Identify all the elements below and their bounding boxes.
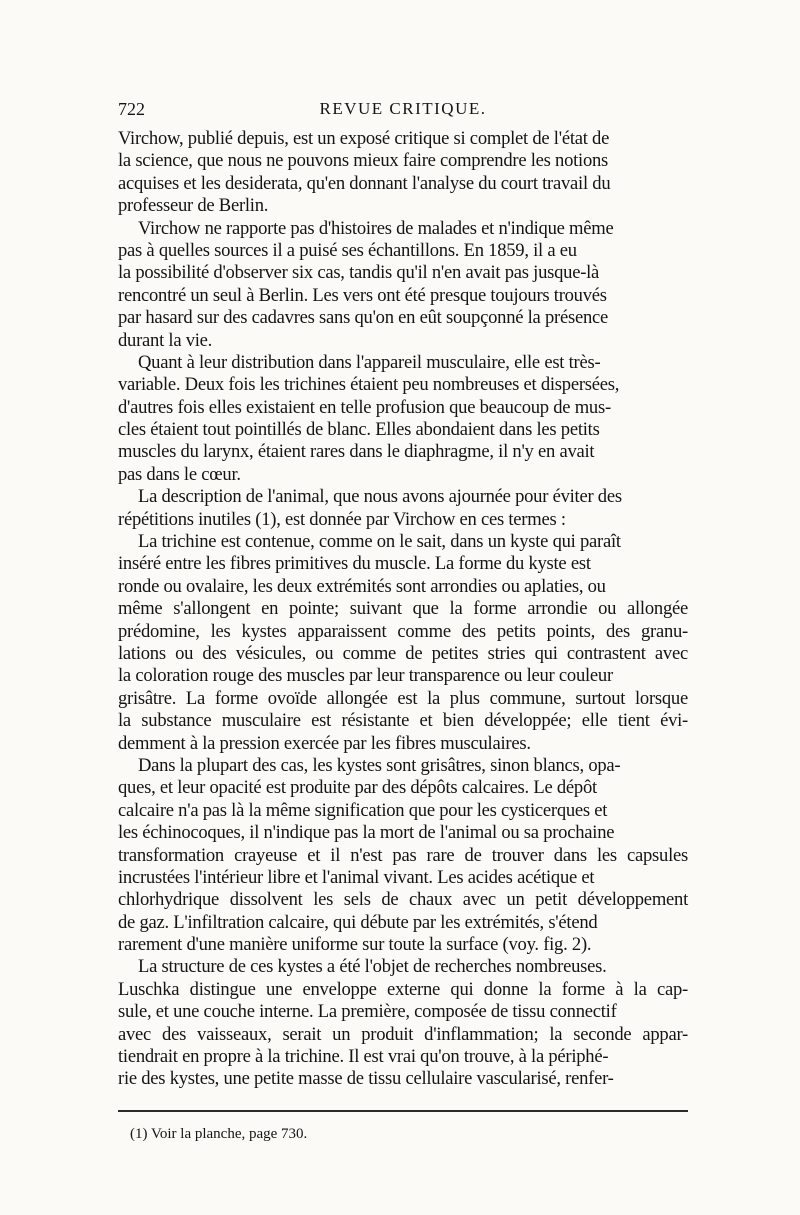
page-header bbox=[118, 99, 688, 125]
body-text bbox=[118, 128, 688, 1091]
text-line: la possibilité d'observer six cas, tandis qu'il n'en avait pas jusque-là bbox=[118, 262, 600, 284]
text-line: Dans la plupart des cas, les kystes sont grisâtres, sinon blancs, opa- bbox=[138, 754, 621, 776]
text-line: Luschka distingue une enveloppe externe qui donne la forme à la cap- bbox=[118, 978, 688, 1000]
text-line: pas dans le cœur. bbox=[118, 463, 241, 485]
text-line: ronde ou ovalaire, les deux extrémités sont arrondies ou aplaties, ou bbox=[118, 575, 606, 597]
text-line: calcaire n'a pas là la même signification que pour les cysticerques et bbox=[118, 799, 608, 821]
running-title: REVUE CRITIQUE. bbox=[319, 99, 487, 118]
text-line: la science, que nous ne pouvons mieux faire comprendre les notions bbox=[118, 150, 609, 172]
footnote-rule bbox=[118, 1110, 688, 1112]
text-line: variable. Deux fois les trichines étaient peu nombreuses et dispersées, bbox=[118, 374, 620, 396]
text-line: rie des kystes, une petite masse de tissu cellulaire vascularisé, renfer- bbox=[118, 1068, 614, 1090]
footnote: (1) Voir la planche, page 730. bbox=[130, 1126, 308, 1142]
text-line: sule, et une couche interne. La première, composée de tissu connectif bbox=[118, 1001, 617, 1023]
text-line: Virchow ne rapporte pas d'histoires de malades et n'indique même bbox=[138, 217, 614, 239]
text-line: même s'allongent en pointe; suivant que la forme arrondie ou allongée bbox=[118, 598, 688, 620]
text-line: la substance musculaire est résistante et bien développée; elle tient évi- bbox=[118, 710, 688, 732]
text-line: lations ou des vésicules, ou comme de petites stries qui contrastent avec bbox=[118, 642, 688, 664]
text-line: demment à la pression exercée par les fibres musculaires. bbox=[118, 732, 531, 754]
text-line: Virchow, publié depuis, est un exposé critique si complet de l'état de bbox=[118, 128, 610, 149]
text-line: grisâtre. La forme ovoïde allongée est la plus commune, surtout lorsque bbox=[118, 687, 688, 709]
text-line: professeur de Berlin. bbox=[118, 195, 269, 217]
text-line: La trichine est contenue, comme on le sait, dans un kyste qui paraît bbox=[138, 531, 621, 553]
text-line: les échinocoques, il n'indique pas la mort de l'animal ou sa prochaine bbox=[118, 822, 615, 844]
text-line: pas à quelles sources il a puisé ses échantillons. En 1859, il a eu bbox=[118, 239, 577, 261]
text-line: tiendrait en propre à la trichine. Il est vrai qu'on trouve, à la périphé- bbox=[118, 1046, 609, 1068]
text-line: chlorhydrique dissolvent les sels de chaux avec un petit développement bbox=[118, 889, 688, 911]
text-line: durant la vie. bbox=[118, 329, 213, 351]
text-line: muscles du larynx, étaient rares dans le diaphragme, il n'y en avait bbox=[118, 441, 595, 463]
text-line: Quant à leur distribution dans l'appareil musculaire, elle est très- bbox=[138, 351, 601, 373]
text-line: la coloration rouge des muscles par leur transparence ou leur couleur bbox=[118, 665, 613, 687]
text-line: transformation crayeuse et il n'est pas rare de trouver dans les capsules bbox=[118, 844, 688, 866]
text-line: prédomine, les kystes apparaissent comme des petits points, des granu- bbox=[118, 620, 688, 642]
text-line: ques, et leur opacité est produite par des dépôts calcaires. Le dépôt bbox=[118, 777, 597, 799]
text-line: de gaz. L'infiltration calcaire, qui débute par les extrémités, s'étend bbox=[118, 911, 598, 933]
page-number: 722 bbox=[118, 99, 145, 119]
text-line: répétitions inutiles (1), est donnée par Virchow en ces termes : bbox=[118, 508, 566, 530]
text-line: rencontré un seul à Berlin. Les vers ont été presque toujours trouvés bbox=[118, 284, 607, 306]
text-line: La structure de ces kystes a été l'objet de recherches nombreuses. bbox=[138, 956, 607, 978]
text-line: La description de l'animal, que nous avons ajournée pour éviter des bbox=[138, 486, 622, 508]
text-line: rarement d'une manière uniforme sur toute la surface (voy. fig. 2). bbox=[118, 934, 592, 956]
text-line: inséré entre les fibres primitives du muscle. La forme du kyste est bbox=[118, 553, 591, 575]
text-line: acquises et les desiderata, qu'en donnant l'analyse du court travail du bbox=[118, 172, 611, 194]
text-line: d'autres fois elles existaient en telle profusion que beaucoup de mus- bbox=[118, 396, 611, 418]
text-line: avec des vaisseaux, serait un produit d'inflammation; la seconde appar- bbox=[118, 1023, 688, 1045]
text-line: incrustées l'intérieur libre et l'animal vivant. Les acides acétique et bbox=[118, 866, 595, 888]
text-line: par hasard sur des cadavres sans qu'on en eût soupçonné la présence bbox=[118, 307, 608, 329]
text-line: cles étaient tout pointillés de blanc. Elles abondaient dans les petits bbox=[118, 419, 600, 441]
